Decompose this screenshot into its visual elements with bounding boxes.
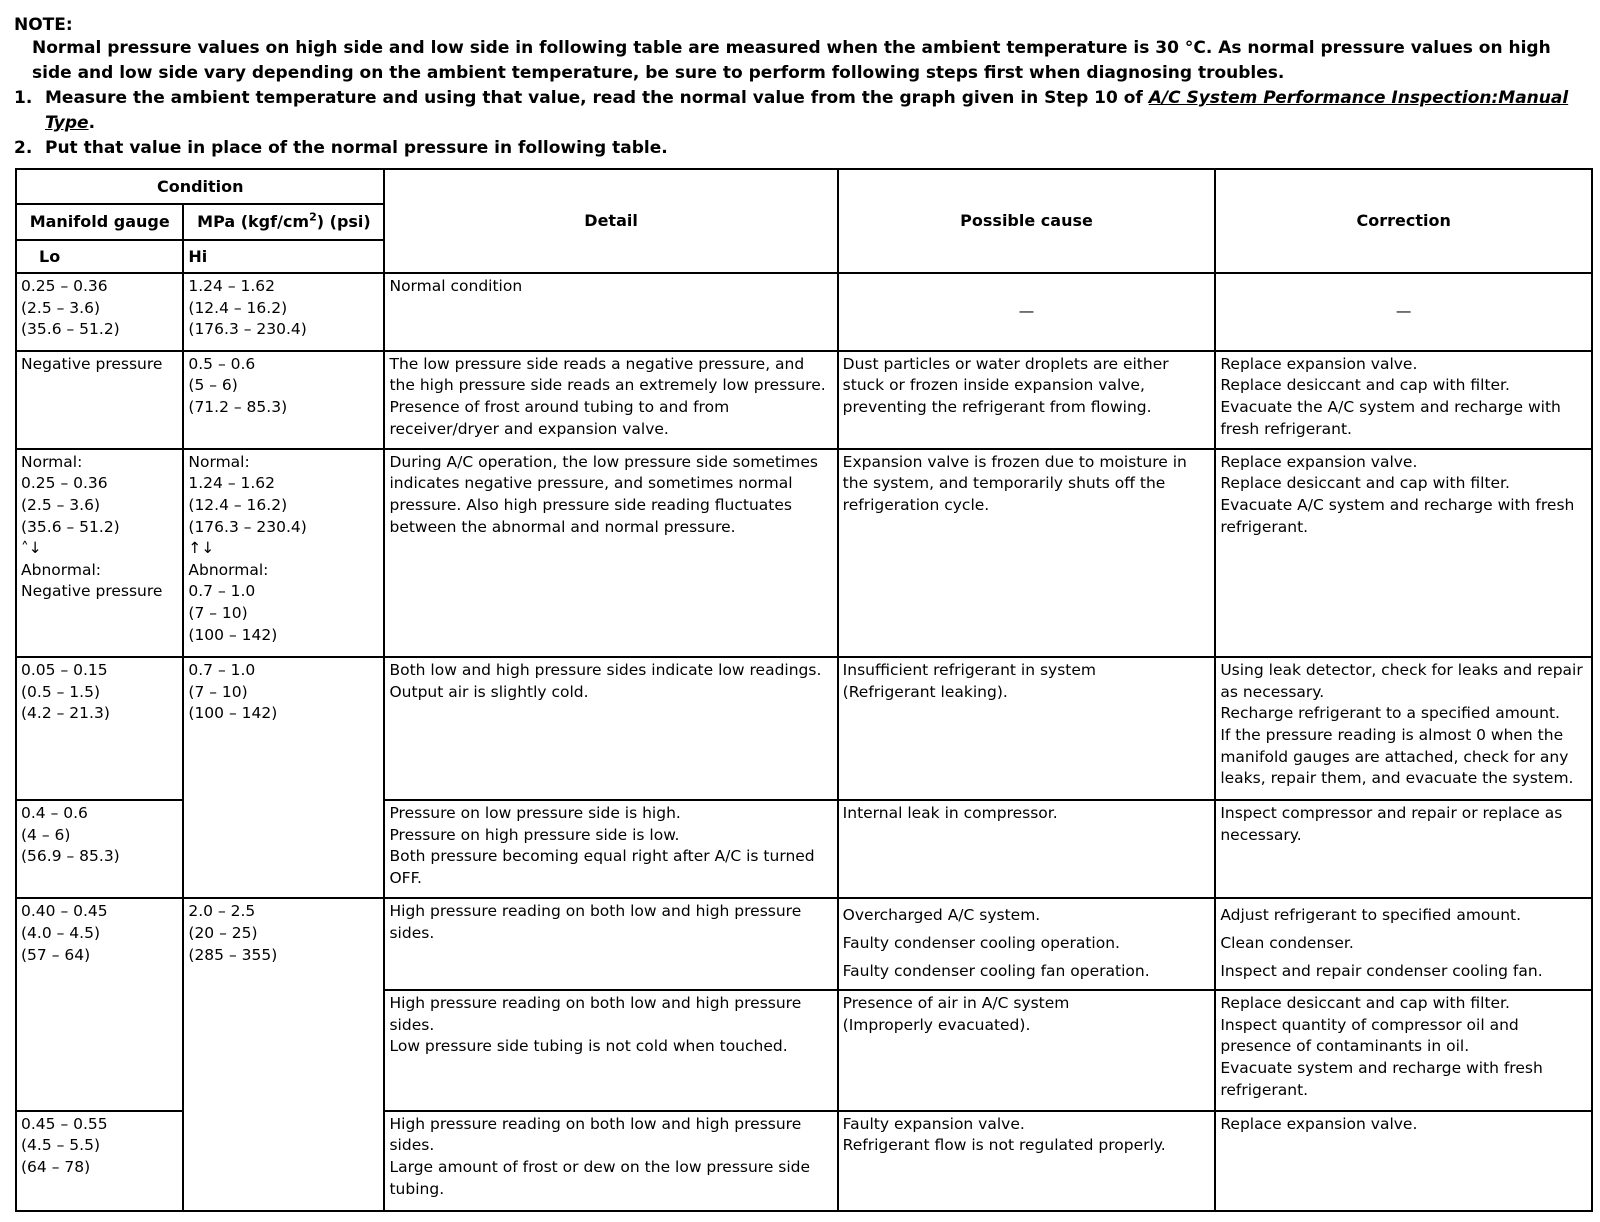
detail-cell: Normal condition	[384, 273, 837, 351]
hi-cell: 0.7 – 1.0 (7 – 10) (100 – 142)	[183, 657, 384, 898]
table-row	[16, 351, 1592, 449]
note-steps	[14, 86, 1589, 161]
step-number: 2.	[14, 138, 33, 158]
correction-cell: Replace expansion valve.	[1215, 1111, 1592, 1211]
unit-superscript: 2	[309, 210, 317, 224]
manifold-gauge-header: Manifold gauge	[16, 204, 183, 241]
hi-cell: 1.24 – 1.62 (12.4 – 16.2) (176.3 – 230.4)	[183, 273, 384, 351]
step-text	[45, 86, 1589, 136]
lo-cell: Normal: 0.25 – 0.36 (2.5 – 3.6) (35.6 – 51.2) ˄↓ Abnormal: Negative pressure	[16, 449, 183, 657]
step-2-text: Put that value in place of the normal pressure in following table.	[45, 138, 668, 158]
table-row	[16, 898, 1592, 990]
lo-cell: 0.05 – 0.15 (0.5 – 1.5) (4.2 – 21.3)	[16, 657, 183, 800]
hi-cell: Normal: 1.24 – 1.62 (12.4 – 16.2) (176.3 – 230.4) ↑↓ Abnormal: 0.7 – 1.0 (7 – 10) (100 – 142)	[183, 449, 384, 657]
detail-cell: During A/C operation, the low pressure side sometimes indicates negative pressure, and sometimes normal pressure. Also high pressure side reading fluctuates between the abnormal and normal pressure.	[384, 449, 837, 657]
table-row	[16, 449, 1592, 657]
note-step-2	[14, 136, 1589, 161]
correction-cell: Replace desiccant and cap with filter. Inspect quantity of compressor oil and presence of contaminants in oil. Evacuate system and recharge with fresh refrigerant.	[1215, 990, 1592, 1111]
detail-cell: High pressure reading on both low and high pressure sides. Low pressure side tubing is not cold when touched.	[384, 990, 837, 1111]
step-1-text: Measure the ambient temperature and using that value, read the normal value from the graph given in Step 10 of	[45, 88, 1149, 108]
detail-cell: High pressure reading on both low and high pressure sides. Large amount of frost or dew on the low pressure side tubing.	[384, 1111, 837, 1211]
note-title: NOTE:	[14, 15, 73, 35]
correction-cell: Replace expansion valve. Replace desiccant and cap with filter. Evacuate A/C system and recharge with fresh refrigerant.	[1215, 449, 1592, 657]
possible-cause-header: Possible cause	[838, 169, 1216, 273]
detail-header: Detail	[384, 169, 837, 273]
note-step-1	[14, 86, 1589, 136]
lo-cell: 0.40 – 0.45 (4.0 – 4.5) (57 – 64)	[16, 898, 183, 1110]
hi-header: Hi	[183, 240, 384, 273]
table-row	[16, 273, 1592, 351]
cause-cell: Insufficient refrigerant in system (Refrigerant leaking).	[838, 657, 1216, 800]
unit-suffix: ) (psi)	[316, 212, 371, 232]
cause-cell: Faulty expansion valve. Refrigerant flow is not regulated properly.	[838, 1111, 1216, 1211]
hi-cell: 0.5 – 0.6 (5 – 6) (71.2 – 85.3)	[183, 351, 384, 449]
cause-cell: Expansion valve is frozen due to moisture in the system, and temporarily shuts off the refrigeration cycle.	[838, 449, 1216, 657]
lo-header: Lo	[16, 240, 183, 273]
cause-cell: Overcharged A/C system. Faulty condenser cooling operation. Faulty condenser cooling fan operation.	[838, 898, 1216, 990]
table-row	[16, 657, 1592, 800]
lo-cell: 0.25 – 0.36 (2.5 – 3.6) (35.6 – 51.2)	[16, 273, 183, 351]
note-text: Normal pressure values on high side and low side in following table are measured when the ambient temperature is 30 °C. As normal pressure values on high side and low side vary depending on the ambient temperature, be sure to perform following steps first when diagnosing troubles.	[32, 38, 1551, 83]
detail-cell: Both low and high pressure sides indicate low readings. Output air is slightly cold.	[384, 657, 837, 800]
step-1-end: .	[88, 113, 96, 133]
detail-cell: High pressure reading on both low and high pressure sides.	[384, 898, 837, 990]
correction-cell: —	[1215, 273, 1592, 351]
diagnosis-table	[15, 168, 1593, 1212]
cause-cell: Presence of air in A/C system (Improperly evacuated).	[838, 990, 1216, 1111]
performance-inspection-link[interactable]: A/C System Performance Inspection:Manual Type	[45, 88, 1569, 133]
correction-cell: Using leak detector, check for leaks and repair as necessary. Recharge refrigerant to a specified amount. If the pressure reading is almost 0 when the manifold gauges are attached, check for any leaks, repair them, and evacuate the system.	[1215, 657, 1592, 800]
correction-cell: Inspect compressor and repair or replace as necessary.	[1215, 800, 1592, 898]
detail-cell: Pressure on low pressure side is high. Pressure on high pressure side is low. Both pressure becoming equal right after A/C is turned OFF.	[384, 800, 837, 898]
lo-cell: Negative pressure	[16, 351, 183, 449]
step-number: 1.	[14, 88, 33, 108]
correction-cell: Replace expansion valve. Replace desiccant and cap with filter. Evacuate the A/C system and recharge with fresh refrigerant.	[1215, 351, 1592, 449]
note-section	[14, 14, 1589, 161]
unit-prefix: MPa (kgf/cm	[197, 212, 310, 232]
condition-header: Condition	[16, 169, 384, 204]
cause-cell: Dust particles or water droplets are either stuck or frozen inside expansion valve, preventing the refrigerant from flowing.	[838, 351, 1216, 449]
correction-header: Correction	[1215, 169, 1592, 273]
detail-cell: The low pressure side reads a negative pressure, and the high pressure side reads an extremely low pressure. Presence of frost around tubing to and from receiver/dryer and expansion valve.	[384, 351, 837, 449]
cause-cell: Internal leak in compressor.	[838, 800, 1216, 898]
correction-cell: Adjust refrigerant to specified amount. Clean condenser. Inspect and repair condenser cooling fan.	[1215, 898, 1592, 990]
lo-cell: 0.45 – 0.55 (4.5 – 5.5) (64 – 78)	[16, 1111, 183, 1211]
cause-cell: —	[838, 273, 1216, 351]
lo-cell: 0.4 – 0.6 (4 – 6) (56.9 – 85.3)	[16, 800, 183, 898]
unit-header	[183, 204, 384, 241]
hi-cell: 2.0 – 2.5 (20 – 25) (285 – 355)	[183, 898, 384, 1211]
